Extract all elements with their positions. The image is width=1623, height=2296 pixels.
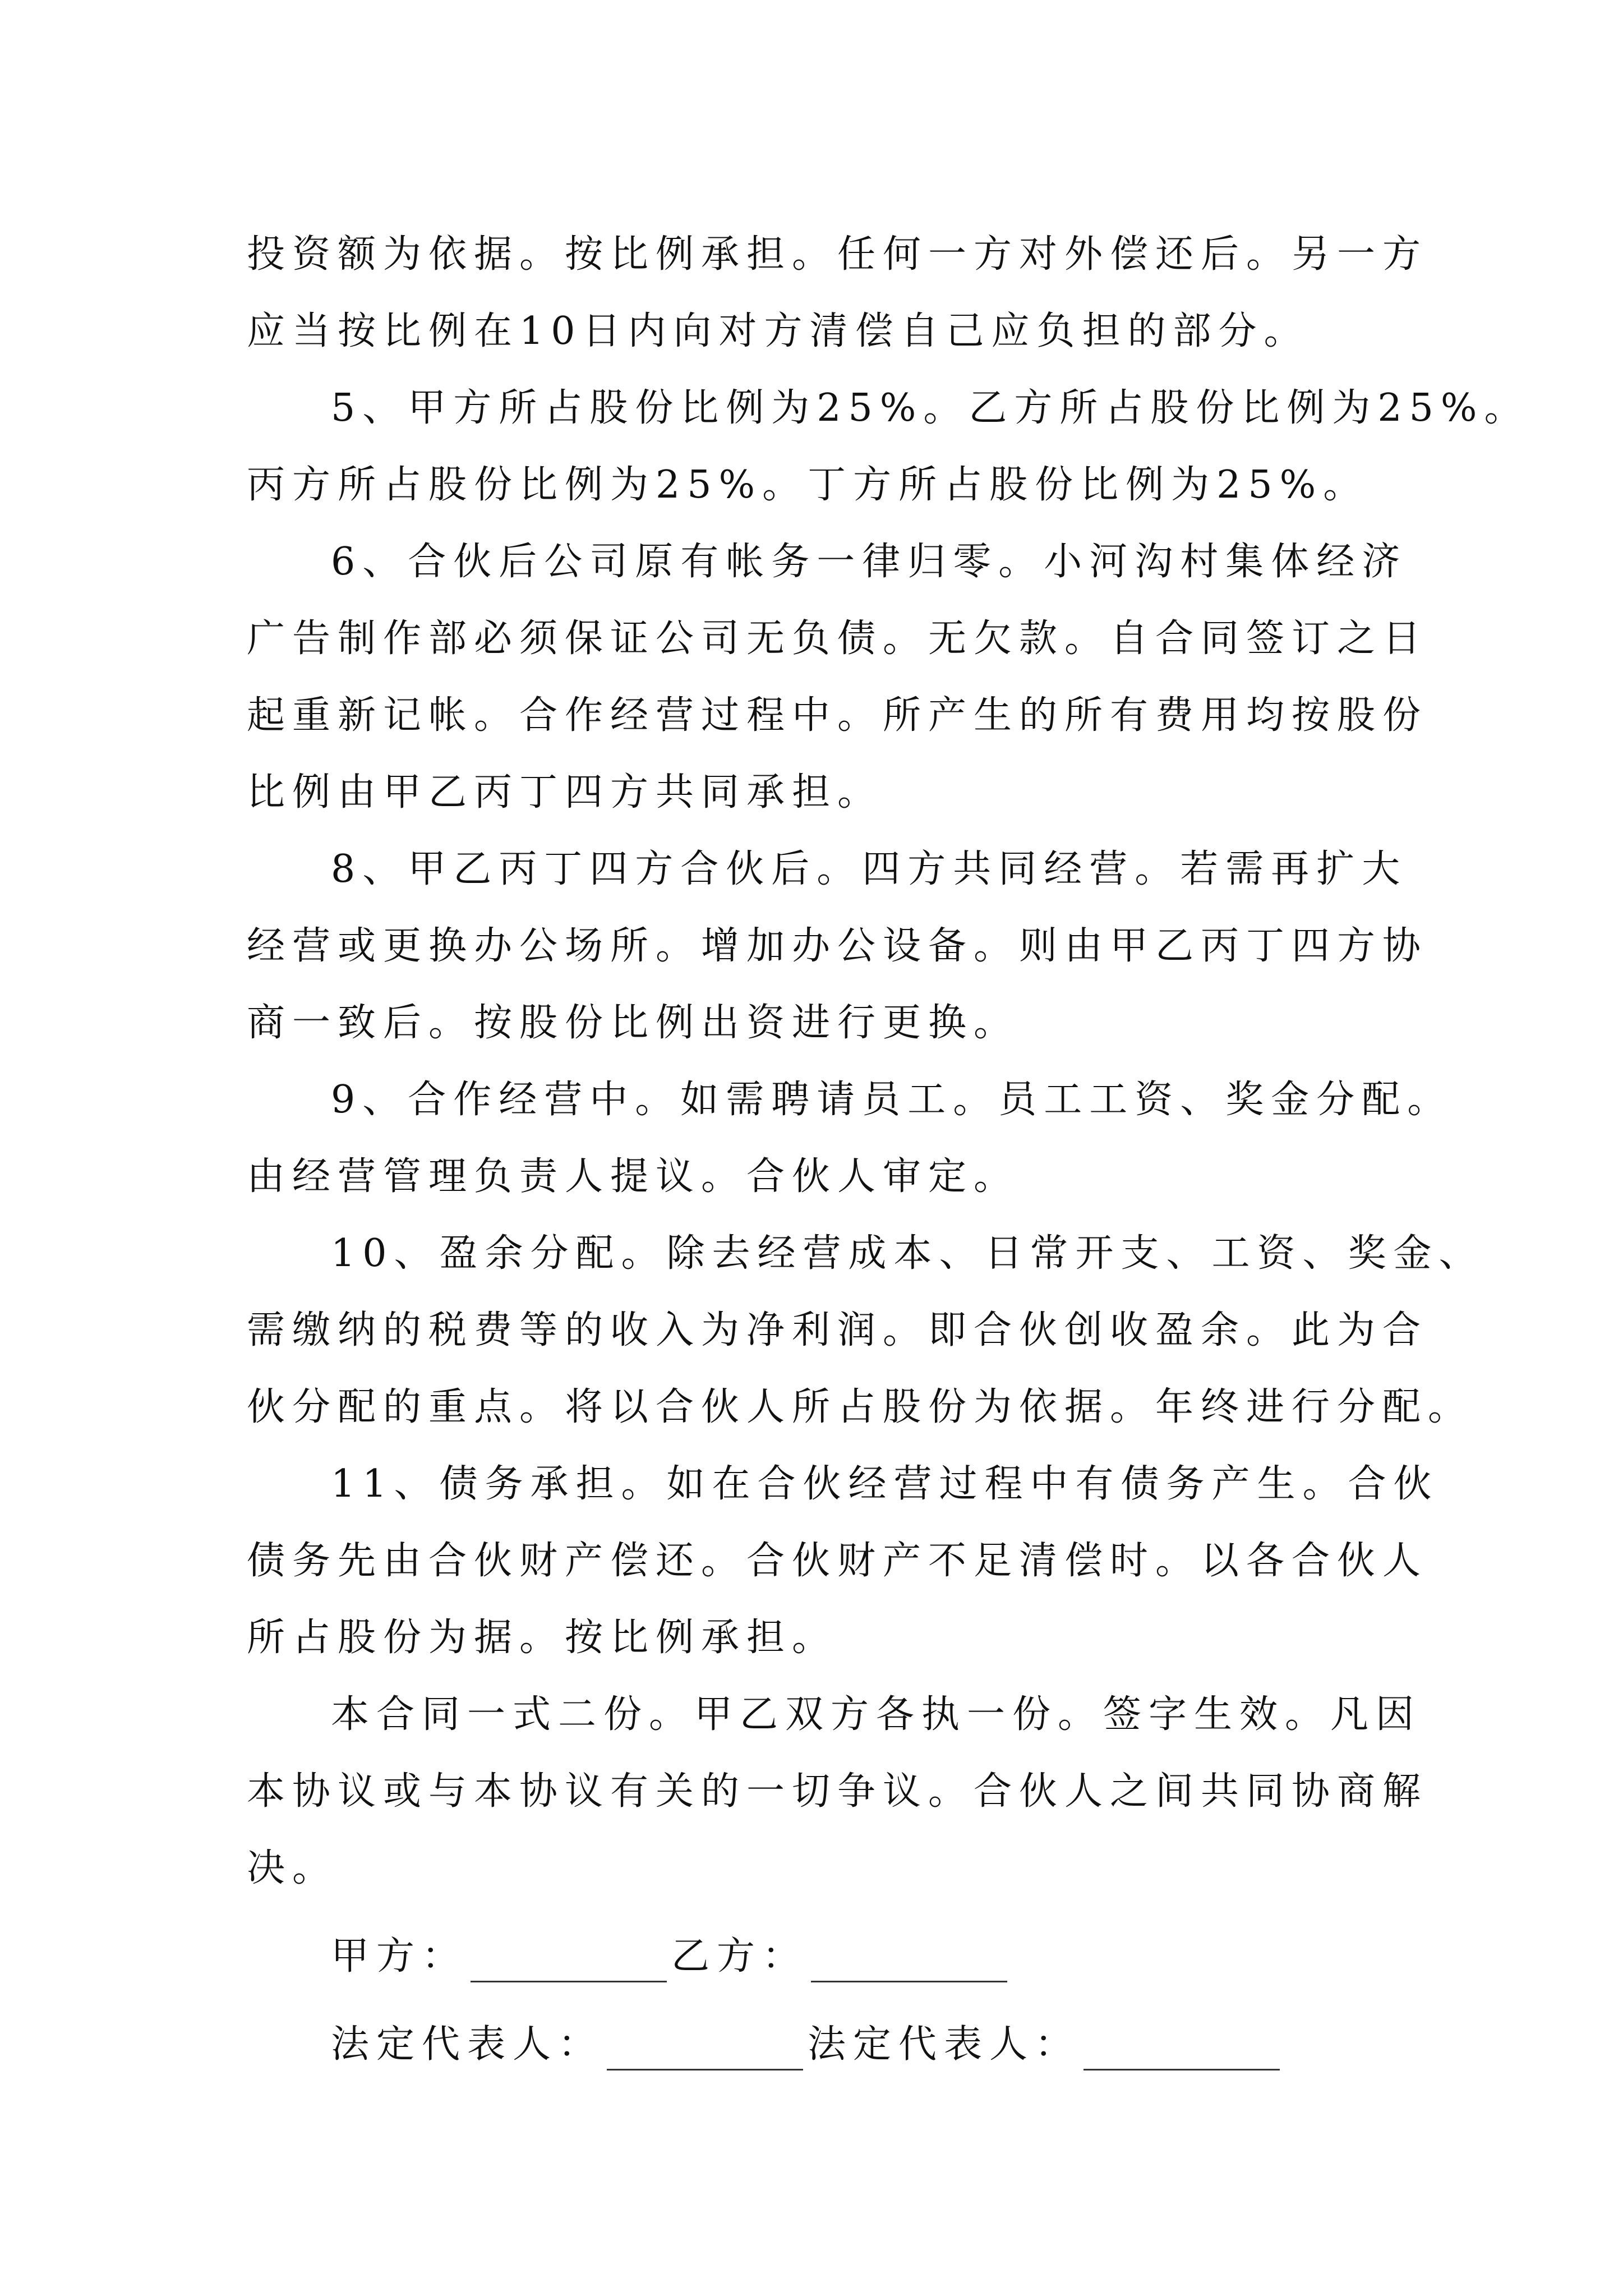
clause-8-line: 商一致后。按股份比例出资进行更换。 xyxy=(247,1001,1020,1045)
rep-b-label: 法定代表人： xyxy=(808,2022,1081,2067)
party-b-label: 乙方： xyxy=(671,1934,808,1978)
paragraph-line: 应当按比例在10日内向对方清偿自己应负担的部分。 xyxy=(247,309,1310,353)
clause-11-line: 债务先由合伙财产偿还。合伙财产不足清偿时。以各合伙人 xyxy=(247,1539,1428,1583)
clause-5-line: 丙方所占股份比例为25%。丁方所占股份比例为25%。 xyxy=(247,463,1369,507)
clause-8-line: 8、甲乙丙丁四方合伙后。四方共同经营。若需再扩大 xyxy=(331,847,1408,891)
clause-9-line: 由经营管理负责人提议。合伙人审定。 xyxy=(247,1154,1020,1199)
clause-6-line: 6、合伙后公司原有帐务一律归零。小河沟村集体经济 xyxy=(331,540,1408,584)
clause-6-line: 广告制作部必须保证公司无负债。无欠款。自合同签订之日 xyxy=(247,616,1428,661)
clause-8-line: 经营或更换办公场所。增加办公设备。则由甲乙丙丁四方协 xyxy=(247,924,1428,968)
clause-6-line: 比例由甲乙丙丁四方共同承担。 xyxy=(247,770,883,815)
clause-10-line: 需缴纳的税费等的收入为净利润。即合伙创收盈余。此为合 xyxy=(247,1308,1428,1352)
signature-row-parties xyxy=(247,1918,1430,1995)
clause-9-line: 9、合作经营中。如需聘请员工。员工工资、奖金分配。 xyxy=(331,1078,1453,1122)
clause-6-line: 起重新记帐。合作经营过程中。所产生的所有费用均按股份 xyxy=(247,693,1428,738)
rep-b-signature-blank[interactable] xyxy=(1083,2013,1280,2070)
clause-11-line: 11、债务承担。如在合伙经营过程中有债务产生。合伙 xyxy=(331,1462,1439,1506)
clause-10-line: 伙分配的重点。将以合伙人所占股份为依据。年终进行分配。 xyxy=(247,1385,1474,1429)
clause-11-line: 所占股份为据。按比例承担。 xyxy=(247,1616,838,1660)
party-b-signature-blank[interactable] xyxy=(811,1925,1007,1982)
party-a-signature-blank[interactable] xyxy=(471,1925,667,1982)
closing-paragraph-line: 本合同一式二份。甲乙双方各执一份。签字生效。凡因 xyxy=(331,1692,1422,1737)
document-body xyxy=(247,216,1530,2083)
rep-a-label: 法定代表人： xyxy=(331,2022,604,2067)
rep-a-signature-blank[interactable] xyxy=(607,2013,803,2070)
closing-paragraph-line: 本协议或与本协议有关的一切争议。合伙人之间共同协商解 xyxy=(247,1769,1428,1814)
clause-10-line: 10、盈余分配。除去经营成本、日常开支、工资、奖金、 xyxy=(331,1231,1484,1276)
party-a-label: 甲方： xyxy=(331,1934,468,1978)
paragraph-line: 投资额为依据。按比例承担。任何一方对外偿还后。另一方 xyxy=(247,232,1428,277)
signature-row-representatives xyxy=(247,2006,1430,2083)
closing-paragraph-line: 决。 xyxy=(247,1846,338,1890)
clause-5-line: 5、甲方所占股份比例为25%。乙方所占股份比例为25%。 xyxy=(331,386,1530,430)
